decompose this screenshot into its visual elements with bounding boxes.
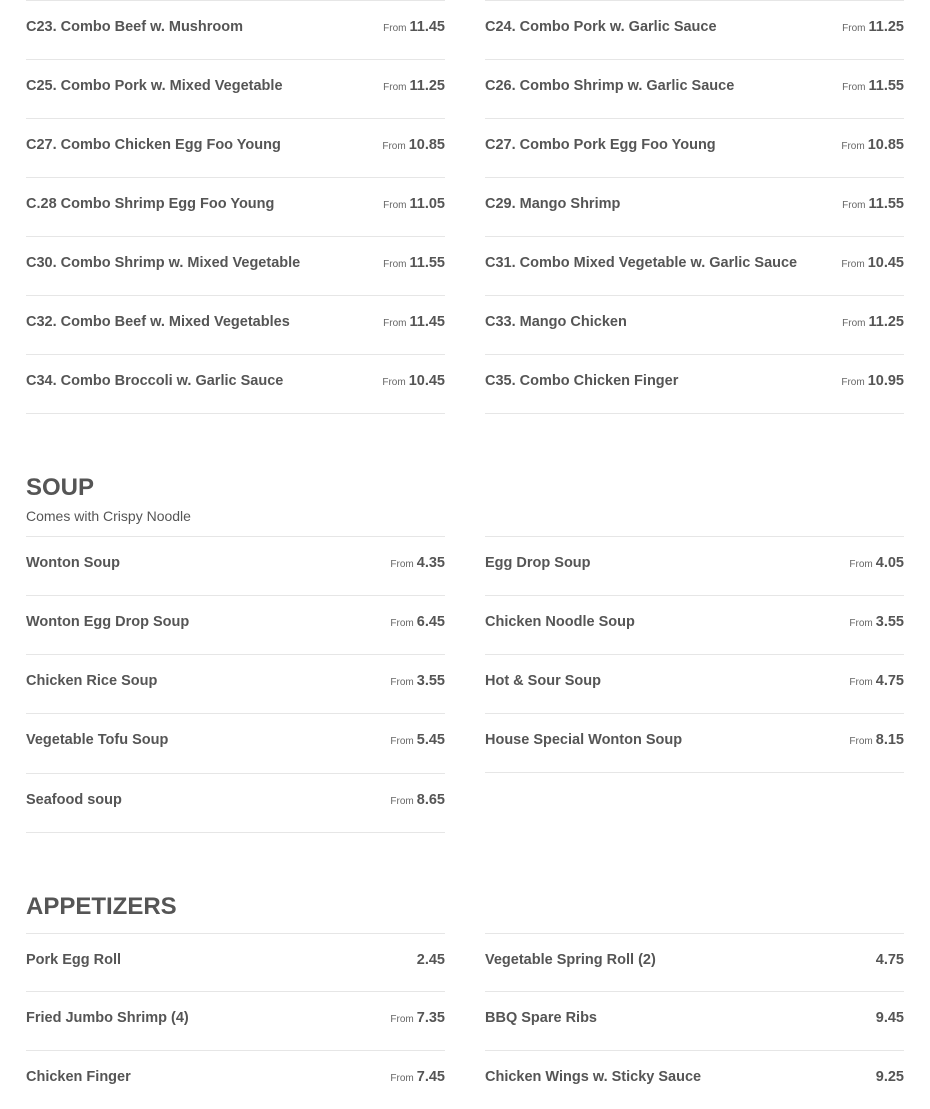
menu-item-price-group <box>383 196 445 236</box>
menu-item[interactable] <box>26 295 445 354</box>
menu-item[interactable] <box>26 773 445 833</box>
menu-item-price-group <box>849 732 904 772</box>
menu-item-price-group <box>842 314 904 354</box>
from-label: From <box>849 677 873 688</box>
menu-item-price-group <box>841 137 904 177</box>
menu-item-price-group <box>390 1010 445 1050</box>
menu-item[interactable] <box>26 59 445 118</box>
menu-item[interactable] <box>485 595 904 654</box>
menu-item-price-group <box>876 952 904 991</box>
menu-item-name: Seafood soup <box>26 792 122 808</box>
menu-item-price: 8.65 <box>416 792 445 808</box>
menu-item[interactable] <box>485 59 904 118</box>
from-label: From <box>382 141 406 152</box>
menu-item-name: C32. Combo Beef w. Mixed Vegetables <box>26 314 290 330</box>
menu-item-price-group <box>390 614 445 654</box>
menu-item-price: 3.55 <box>416 673 445 689</box>
menu-item-price-group <box>876 1010 904 1050</box>
menu-item[interactable] <box>26 1050 445 1109</box>
menu-item-price-group <box>383 255 445 295</box>
menu-item-price-group <box>849 555 904 595</box>
menu-item[interactable] <box>26 654 445 713</box>
menu-item-price: 11.25 <box>409 78 445 94</box>
from-label: From <box>841 259 865 270</box>
menu-item[interactable] <box>485 933 904 991</box>
menu-item-name: Wonton Soup <box>26 555 120 571</box>
menu-item[interactable] <box>26 118 445 177</box>
from-label: From <box>383 23 407 34</box>
menu-item-name: C26. Combo Shrimp w. Garlic Sauce <box>485 78 735 94</box>
menu-item-price: 11.55 <box>868 196 904 212</box>
menu-item-name: C24. Combo Pork w. Garlic Sauce <box>485 19 717 35</box>
soup-header <box>26 474 904 536</box>
menu-item-name: C27. Combo Chicken Egg Foo Young <box>26 137 281 153</box>
menu-item-name: C25. Combo Pork w. Mixed Vegetable <box>26 78 283 94</box>
menu-item[interactable] <box>26 536 445 595</box>
menu-item[interactable] <box>485 0 904 59</box>
from-label: From <box>390 736 414 747</box>
combo-section <box>26 0 904 414</box>
combo-grid <box>26 0 904 414</box>
menu-item-price: 4.35 <box>416 555 445 571</box>
menu-item-price: 6.45 <box>416 614 445 630</box>
menu-item-price: 3.55 <box>875 614 904 630</box>
menu-item-name: Vegetable Spring Roll (2) <box>485 952 656 968</box>
from-label: From <box>383 318 407 329</box>
menu-item[interactable] <box>26 991 445 1050</box>
menu-item-price-group <box>390 1069 445 1109</box>
from-label: From <box>390 796 414 807</box>
menu-item-price: 11.55 <box>868 78 904 94</box>
menu-item-price: 11.45 <box>409 19 445 35</box>
from-label: From <box>390 1073 414 1084</box>
from-label: From <box>390 677 414 688</box>
menu-item-price-group <box>876 1069 904 1109</box>
menu-item-name: C27. Combo Pork Egg Foo Young <box>485 137 716 153</box>
section-subtitle: Comes with Crispy Noodle <box>26 508 191 524</box>
menu-item[interactable] <box>26 236 445 295</box>
menu-item-price: 4.75 <box>875 673 904 689</box>
section-title: SOUP <box>26 474 95 501</box>
menu-item[interactable] <box>485 236 904 295</box>
from-label: From <box>390 559 414 570</box>
menu-item-name: Chicken Finger <box>26 1069 131 1085</box>
menu-item-price-group <box>383 314 445 354</box>
menu-item-price: 4.75 <box>875 952 904 968</box>
appetizers-grid <box>26 933 904 1109</box>
menu-item[interactable] <box>26 354 445 414</box>
menu-item[interactable] <box>26 595 445 654</box>
menu-item-name: Chicken Noodle Soup <box>485 614 635 630</box>
menu-item[interactable] <box>485 654 904 713</box>
from-label: From <box>382 377 406 388</box>
menu-item-price: 11.05 <box>409 196 445 212</box>
menu-item[interactable] <box>26 0 445 59</box>
menu-item-price-group <box>382 137 445 177</box>
from-label: From <box>849 736 873 747</box>
menu-item-price: 7.45 <box>416 1069 445 1085</box>
menu-item-price-group <box>383 78 445 118</box>
menu-item-price-group <box>841 255 904 295</box>
from-label: From <box>841 141 865 152</box>
menu-item-name: C.28 Combo Shrimp Egg Foo Young <box>26 196 275 212</box>
menu-item-price-group <box>390 673 445 713</box>
menu-item-price-group <box>841 373 904 413</box>
menu-item-price: 9.45 <box>875 1010 904 1026</box>
section-title: APPETIZERS <box>26 893 177 920</box>
menu-item-name: Wonton Egg Drop Soup <box>26 614 190 630</box>
menu-item[interactable] <box>485 991 904 1050</box>
menu-item-name: Vegetable Tofu Soup <box>26 732 169 748</box>
menu-item-name: C31. Combo Mixed Vegetable w. Garlic Sauce <box>485 255 798 271</box>
menu-item-price: 10.95 <box>867 373 904 389</box>
menu-item-name: Hot & Sour Soup <box>485 673 601 689</box>
menu-item-price-group <box>390 792 445 832</box>
menu-item[interactable] <box>485 713 904 773</box>
menu-item-price-group <box>390 555 445 595</box>
menu-item-name: C30. Combo Shrimp w. Mixed Vegetable <box>26 255 301 271</box>
menu-item-price-group <box>417 952 445 991</box>
from-label: From <box>842 82 866 93</box>
menu-item-price: 9.25 <box>875 1069 904 1085</box>
menu-item-price: 2.45 <box>416 952 445 968</box>
menu-item-price: 10.85 <box>408 137 445 153</box>
from-label: From <box>383 259 407 270</box>
menu-item[interactable] <box>485 295 904 354</box>
from-label: From <box>383 200 407 211</box>
menu-item-name: Pork Egg Roll <box>26 952 122 968</box>
menu-item-price: 11.25 <box>868 314 904 330</box>
menu-item[interactable] <box>485 1050 904 1109</box>
from-label: From <box>849 618 873 629</box>
from-label: From <box>842 318 866 329</box>
menu-item[interactable] <box>26 713 445 772</box>
menu-item[interactable] <box>485 118 904 177</box>
menu-item-price: 4.05 <box>875 555 904 571</box>
menu-item[interactable] <box>485 354 904 414</box>
menu-item-price-group <box>383 19 445 59</box>
menu-item-price-group <box>390 732 445 772</box>
menu-item-price-group <box>382 373 445 413</box>
menu-item-name: C33. Mango Chicken <box>485 314 627 330</box>
menu-item-price: 11.25 <box>868 19 904 35</box>
menu-item-price-group <box>849 673 904 713</box>
menu-item-name: Chicken Wings w. Sticky Sauce <box>485 1069 702 1085</box>
menu-item-price: 5.45 <box>416 732 445 748</box>
menu-item-name: Fried Jumbo Shrimp (4) <box>26 1010 189 1026</box>
menu-item[interactable] <box>485 177 904 236</box>
menu-item-price-group <box>842 196 904 236</box>
menu-item-name: C35. Combo Chicken Finger <box>485 373 679 389</box>
from-label: From <box>849 559 873 570</box>
appetizers-header <box>26 893 904 933</box>
menu-item-name: Chicken Rice Soup <box>26 673 158 689</box>
from-label: From <box>842 23 866 34</box>
menu-item-price: 10.85 <box>867 137 904 153</box>
menu-item-price: 7.35 <box>416 1010 445 1026</box>
menu-item-name: C23. Combo Beef w. Mushroom <box>26 19 243 35</box>
menu-item-name: C34. Combo Broccoli w. Garlic Sauce <box>26 373 284 389</box>
soup-grid <box>26 536 904 833</box>
soup-section <box>26 474 904 833</box>
menu-item-name: House Special Wonton Soup <box>485 732 683 748</box>
menu-item[interactable] <box>485 536 904 595</box>
menu-item-price: 11.45 <box>409 314 445 330</box>
from-label: From <box>390 1014 414 1025</box>
menu-item[interactable] <box>26 177 445 236</box>
menu-item-name: BBQ Spare Ribs <box>485 1010 597 1026</box>
from-label: From <box>841 377 865 388</box>
menu-item-price: 10.45 <box>408 373 445 389</box>
menu-item-price: 10.45 <box>867 255 904 271</box>
menu-item-price: 11.55 <box>409 255 445 271</box>
menu-item-name: C29. Mango Shrimp <box>485 196 621 212</box>
appetizers-section <box>26 893 904 1109</box>
menu-item-price-group <box>842 19 904 59</box>
from-label: From <box>390 618 414 629</box>
menu-item-price: 8.15 <box>875 732 904 748</box>
from-label: From <box>383 82 407 93</box>
menu-item-name: Egg Drop Soup <box>485 555 591 571</box>
menu-item-price-group <box>849 614 904 654</box>
menu-item-price-group <box>842 78 904 118</box>
menu-item[interactable] <box>26 933 445 991</box>
from-label: From <box>842 200 866 211</box>
